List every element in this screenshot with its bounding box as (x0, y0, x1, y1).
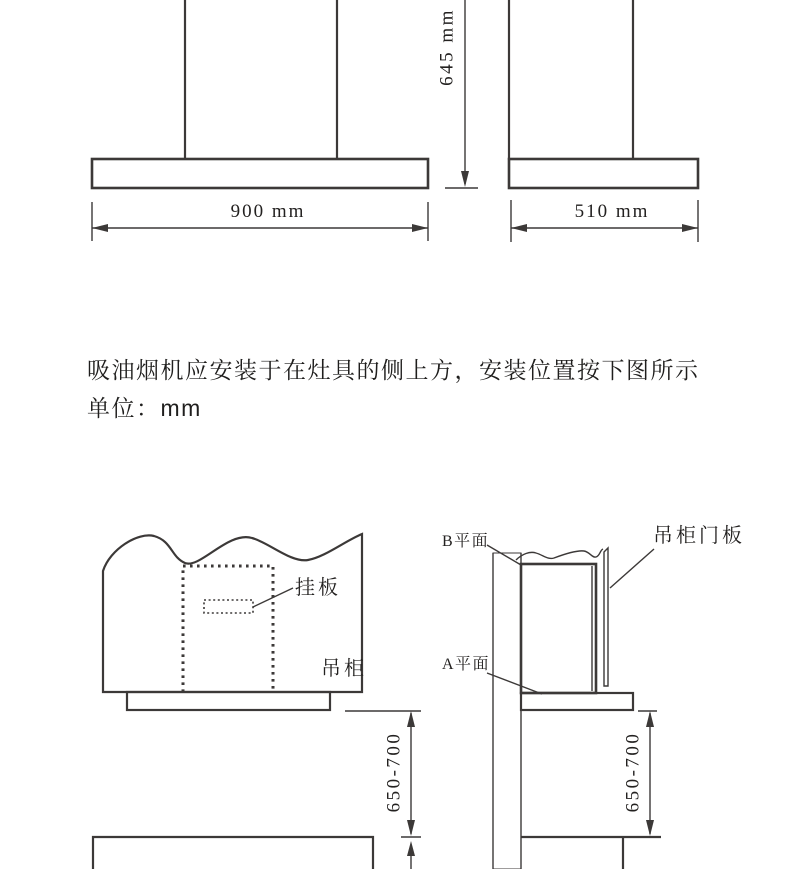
front-width-arrow-right (412, 224, 428, 232)
install-front-view (93, 534, 421, 869)
side-install-arrow-down (646, 820, 654, 836)
plane-b-leader (487, 545, 521, 565)
cabinet-door-leader (610, 549, 654, 588)
counter-side-outline (521, 837, 661, 869)
side-install-height-label: 650-700 (622, 731, 644, 813)
hood-position-dotted-outline (183, 566, 273, 692)
cabinet-door-panel (604, 548, 608, 686)
instruction-text-line2: 单位：mm (87, 395, 202, 421)
side-width-arrow-left (511, 224, 527, 232)
front-install-height-label: 650-700 (383, 731, 405, 813)
front-width-arrow-left (92, 224, 108, 232)
plane-b-label: B平面 (442, 533, 490, 550)
side-hood-body (509, 159, 698, 188)
plane-a-label: A平面 (442, 656, 491, 673)
hanging-plate-label: 挂板 (295, 577, 341, 599)
side-width-arrow-right (682, 224, 698, 232)
shelf-a-plane (521, 693, 633, 710)
cabinet-side-box (521, 564, 596, 693)
side-width-dimension-label: 510 mm (574, 201, 650, 222)
plane-a-leader (487, 673, 542, 694)
front-width-dimension-label: 900 mm (230, 201, 306, 222)
wall-hatch (493, 553, 521, 869)
hanging-plate-dotted-rect (204, 600, 253, 613)
instruction-text-line1: 吸油烟机应安装于在灶具的侧上方，安装位置按下图所示 (87, 357, 700, 383)
front-hood-body (92, 159, 428, 188)
cabinet-door-label: 吊柜门板 (653, 525, 745, 547)
side-install-arrow-up (646, 711, 654, 727)
cabinet-cut-wavy-line (516, 549, 603, 560)
install-side-view (487, 545, 661, 869)
front-install-arrow-down (407, 820, 415, 836)
height-dimension-label: 645 mm (436, 8, 458, 86)
front-install-arrow-up (407, 711, 415, 727)
cabinet-bottom-recess (127, 692, 330, 710)
counter-front-outline (93, 837, 373, 869)
height-dim-arrow-down (461, 171, 469, 187)
cabinet-label: 吊柜 (321, 658, 367, 680)
